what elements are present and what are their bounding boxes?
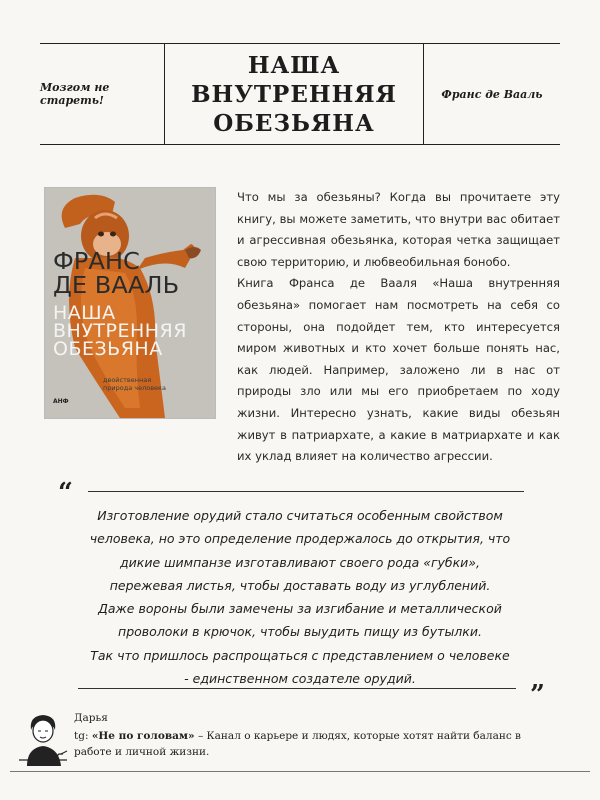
book-quote — [40, 504, 560, 690]
footer-description: – Канал о карьере и людях, которые хотят найти баланс в работе и личной жизни. — [74, 730, 521, 758]
quote-line: проволоки в крючок, чтобы выудить пищу из бутылки. — [118, 624, 482, 640]
cover-subtitle-line: природа человека — [103, 384, 166, 392]
cover-title-line: ОБЕЗЬЯНА — [53, 338, 163, 360]
cover-subtitle-line: двойственная — [103, 376, 152, 384]
cover-author-line: ФРАНС — [53, 249, 140, 275]
cover-title-line: ВНУТРЕННЯЯ — [53, 320, 187, 342]
page-title-line: ВНУТРЕННЯЯ — [191, 80, 397, 108]
cover-author-line: ДЕ ВААЛЬ — [53, 273, 180, 299]
quote-line: дикие шимпанзе изготавливают своего рода «губки», — [120, 554, 480, 570]
book-cover — [45, 188, 215, 418]
author-name: Франс де Вааль — [441, 87, 543, 101]
quote-line: человека, но это определение продержалось до открытия, что — [89, 531, 511, 547]
footer-rule — [10, 771, 590, 772]
page-title-line: НАША — [247, 51, 341, 79]
quote-close-icon: ” — [530, 680, 545, 710]
cover-title — [53, 304, 187, 358]
footer-channel-info — [74, 728, 544, 760]
cover-subtitle — [103, 376, 166, 392]
quote-line: Изготовление орудий стало считаться особенным свойством — [97, 508, 503, 523]
book-description — [237, 187, 560, 468]
header — [40, 43, 560, 145]
quote-line: Даже вороны были замечены за изгибание и металлической — [98, 601, 502, 617]
quote-line: пережевая листья, чтобы доставать воду из углублений. — [109, 577, 491, 593]
footer-author-name: Дарья — [74, 712, 108, 724]
quote-line: - единственном создателе орудий. — [184, 671, 416, 687]
description-paragraph: Книга Франса де Вааля «Наша внутренняя обезьяна» помогает нам посмотреть на себя со стороны, она подойдет тем, кто интересуется миром животных и кто хочет больше понять нас, как людей. Например, заложено ли в нас от природы зло или мы его приобретаем по ходу жизни. Интересно узнать, какие виды обезьян живут в патриархате, а какие в матриархате и как их уклад влияет на количество агрессии. — [237, 276, 560, 464]
quote-top-rule — [88, 491, 524, 492]
quote-bottom-rule — [78, 688, 516, 689]
author-avatar-icon — [15, 710, 73, 772]
footer-prefix: tg: — [74, 730, 92, 742]
page-title-line: ОБЕЗЬЯНА — [213, 109, 375, 137]
quote-open-icon: “ — [58, 478, 73, 508]
cover-title-line: НАША — [53, 302, 116, 324]
description-paragraph: Что мы за обезьяны? Когда вы прочитаете эту книгу, вы можете заметить, что внутри вас обитает и агрессивная обезьянка, которая четка защищает свою территорию, и любвеобильная бонобо. — [237, 190, 560, 269]
channel-link[interactable]: «Не по головам» — [91, 730, 195, 742]
cover-author — [53, 250, 179, 298]
quote-line: Так что пришлось распрощаться с представлением о человеке — [90, 647, 510, 663]
publisher-logo: АНФ — [53, 398, 69, 405]
series-name: Мозгом не стареть! — [40, 81, 110, 107]
page-title — [164, 44, 424, 144]
